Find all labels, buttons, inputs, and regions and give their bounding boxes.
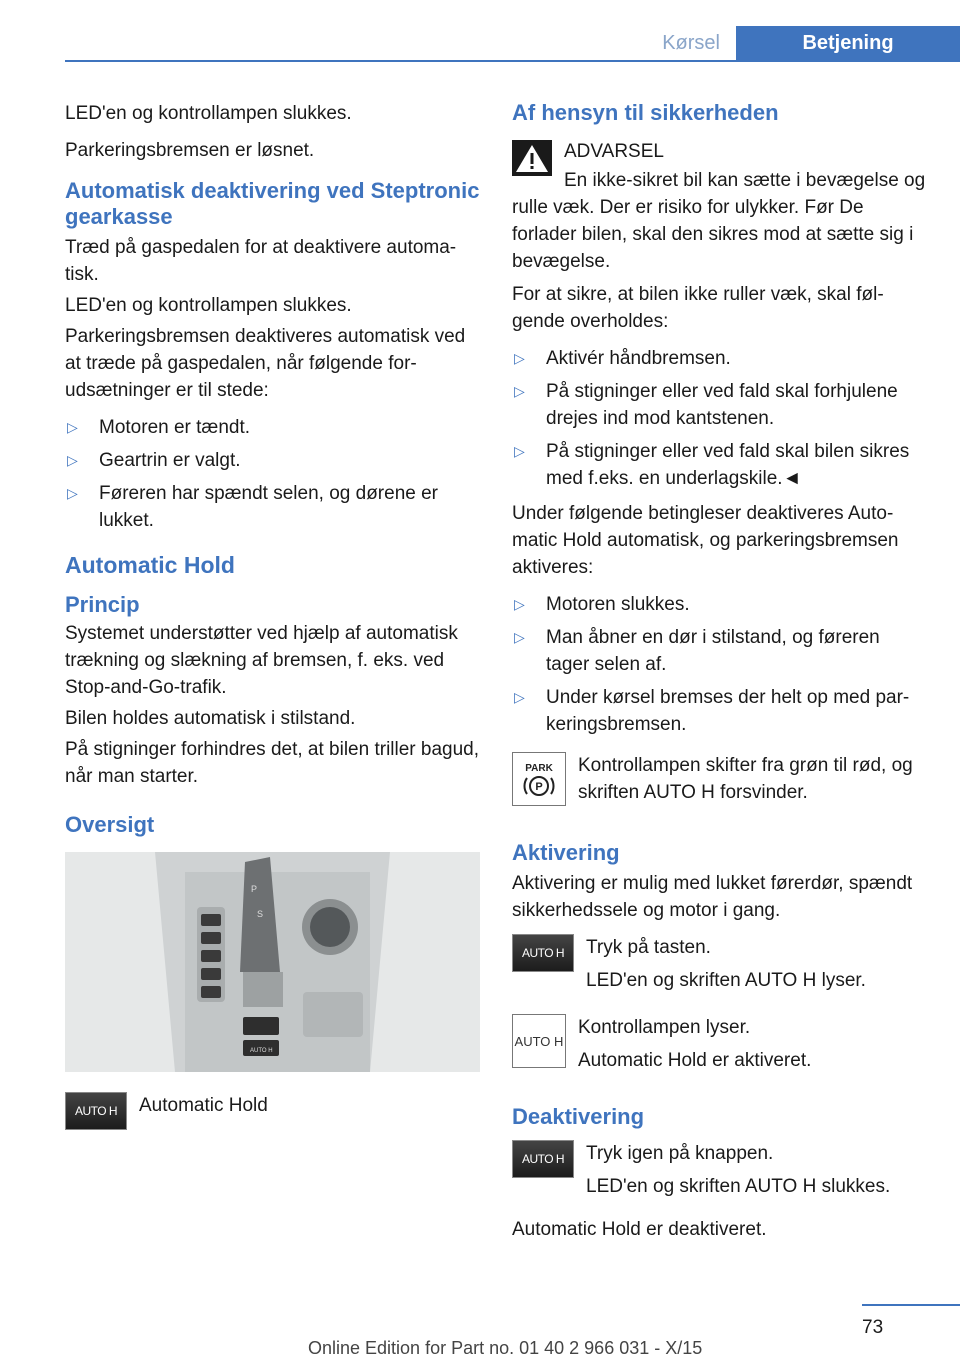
paragraph: LED'en og kontrollampen slukkes. <box>65 295 352 316</box>
heading-auto-deactivation: Automatisk deaktivering ved Steptronic gearkasse <box>65 178 480 229</box>
step: LED'en og skriften AUTO H lyser. <box>586 970 866 991</box>
paragraph: På stigninger forhindres det, at bilen triller bagud, når man starter. <box>65 739 480 787</box>
step: LED'en og skriften AUTO H slukkes. <box>586 1176 891 1197</box>
heading-deaktivering: Deaktivering <box>512 1104 645 1129</box>
tab-betjening[interactable]: Betjening <box>736 26 960 61</box>
warning-title: ADVARSEL <box>564 141 664 162</box>
deactivation-row <box>512 1140 927 1206</box>
safety-list <box>512 345 927 492</box>
list-item: ▷ Motoren er tændt. <box>65 414 480 441</box>
caption-row <box>65 1092 480 1130</box>
paragraph: LED'en og kontrollampen slukkes. <box>65 103 352 124</box>
paragraph: Bilen holdes automatisk i stilstand. <box>65 708 356 729</box>
console-autoh-label: AUTO H <box>250 1048 273 1054</box>
footer-rule <box>862 1304 960 1306</box>
list-item: ▷ Føreren har spændt selen, og dørene er lukket. <box>65 480 480 534</box>
paragraph: Kontrollampen skifter fra grøn til rød, og skriften AUTO H forsvinder. <box>578 755 913 803</box>
gear-label-s: S <box>257 909 264 919</box>
paragraph: Parkeringsbremsen deaktiveres automatisk ved at træde på gaspedalen, når følgende for‐udsætninger er til stede: <box>65 326 466 401</box>
paragraph: Parkeringsbremsen er løsnet. <box>65 140 315 161</box>
svg-text:P: P <box>535 781 543 793</box>
step: Tryk på tasten. <box>586 937 711 958</box>
paragraph: For at sikre, at bilen ikke ruller væk, skal føl‐gende overholdes: <box>512 284 884 332</box>
list-item: ▷ På stigninger eller ved fald skal forhjulene drejes ind mod kantstenen. <box>512 378 927 432</box>
auto-h-button-icon: AUTO H <box>512 934 574 972</box>
console-photo <box>65 852 480 1072</box>
conditions-list <box>65 414 480 534</box>
header-rule <box>65 60 960 62</box>
left-column <box>65 100 480 1130</box>
paragraph: Systemet understøtter ved hjælp af automatisk trækning og slækning af bremsen, f. eks. ved Stop-and-Go-trafik. <box>65 623 458 698</box>
right-column <box>512 100 927 1253</box>
park-lamp-row <box>512 752 927 816</box>
park-icon-label: PARK <box>525 763 553 774</box>
heading-automatic-hold: Automatic Hold <box>65 552 235 578</box>
paragraph: Aktivering er mulig med lukket førerdør, spændt sikkerhedssele og motor i gang. <box>512 873 913 921</box>
list-item: ▷ Man åbner en dør i stilstand, og føreren tager selen af. <box>512 624 927 678</box>
list-item: ▷ Motoren slukkes. <box>512 591 927 618</box>
caption: Automatic Hold <box>139 1095 268 1116</box>
auto-h-button-icon: AUTO H <box>512 1140 574 1178</box>
list-item: ▷ Aktivér håndbremsen. <box>512 345 927 372</box>
edition-footer: Online Edition for Part no. 01 40 2 966 031 - X/15 <box>308 1338 703 1358</box>
auto-h-button-icon: AUTO H <box>65 1092 127 1130</box>
step: Tryk igen på knappen. <box>586 1143 774 1164</box>
heading-safety: Af hensyn til sikkerheden <box>512 100 779 125</box>
console-illustration <box>65 852 480 1072</box>
list-item: ▷ På stigninger eller ved fald skal bilen sikres med f.eks. en underlagskile.◄ <box>512 438 927 492</box>
paragraph: Automatic Hold er aktiveret. <box>578 1050 812 1071</box>
gear-label-p: P <box>251 884 258 894</box>
page-number: 73 <box>862 1317 884 1338</box>
auto-h-indicator-icon: AUTO H <box>512 1014 566 1068</box>
warning-text: En ikke-sikret bil kan sætte i bevægelse og rulle væk. Der er risiko for ulykker. Før De forlader bilen, skal den sikres mod at sætte sig i bevægelse. <box>512 170 926 272</box>
paragraph: Under følgende betingleser deaktiveres Auto‐matic Hold automatisk, og parkeringsbremsen aktiveres: <box>512 503 899 578</box>
list-item: ▷ Geartrin er valgt. <box>65 447 480 474</box>
paragraph: Automatic Hold er deaktiveret. <box>512 1219 767 1240</box>
header-tabs <box>646 26 960 61</box>
park-brake-icon <box>512 752 566 806</box>
indicator-row <box>512 1014 927 1080</box>
paragraph: Kontrollampen lyser. <box>578 1017 751 1038</box>
deactivation-conditions-list <box>512 591 927 738</box>
warning-block <box>512 138 927 275</box>
warning-triangle-icon <box>512 140 552 176</box>
tab-korsel[interactable]: Kørsel <box>662 32 720 54</box>
paragraph: Træd på gaspedalen for at deaktivere automa‐tisk. <box>65 237 457 285</box>
list-item: ▷ Under kørsel bremses der helt op med par‐keringsbremsen. <box>512 684 927 738</box>
heading-princip: Princip <box>65 592 140 617</box>
heading-oversigt: Oversigt <box>65 812 155 837</box>
activation-row <box>512 934 927 1000</box>
heading-aktivering: Aktivering <box>512 840 620 865</box>
